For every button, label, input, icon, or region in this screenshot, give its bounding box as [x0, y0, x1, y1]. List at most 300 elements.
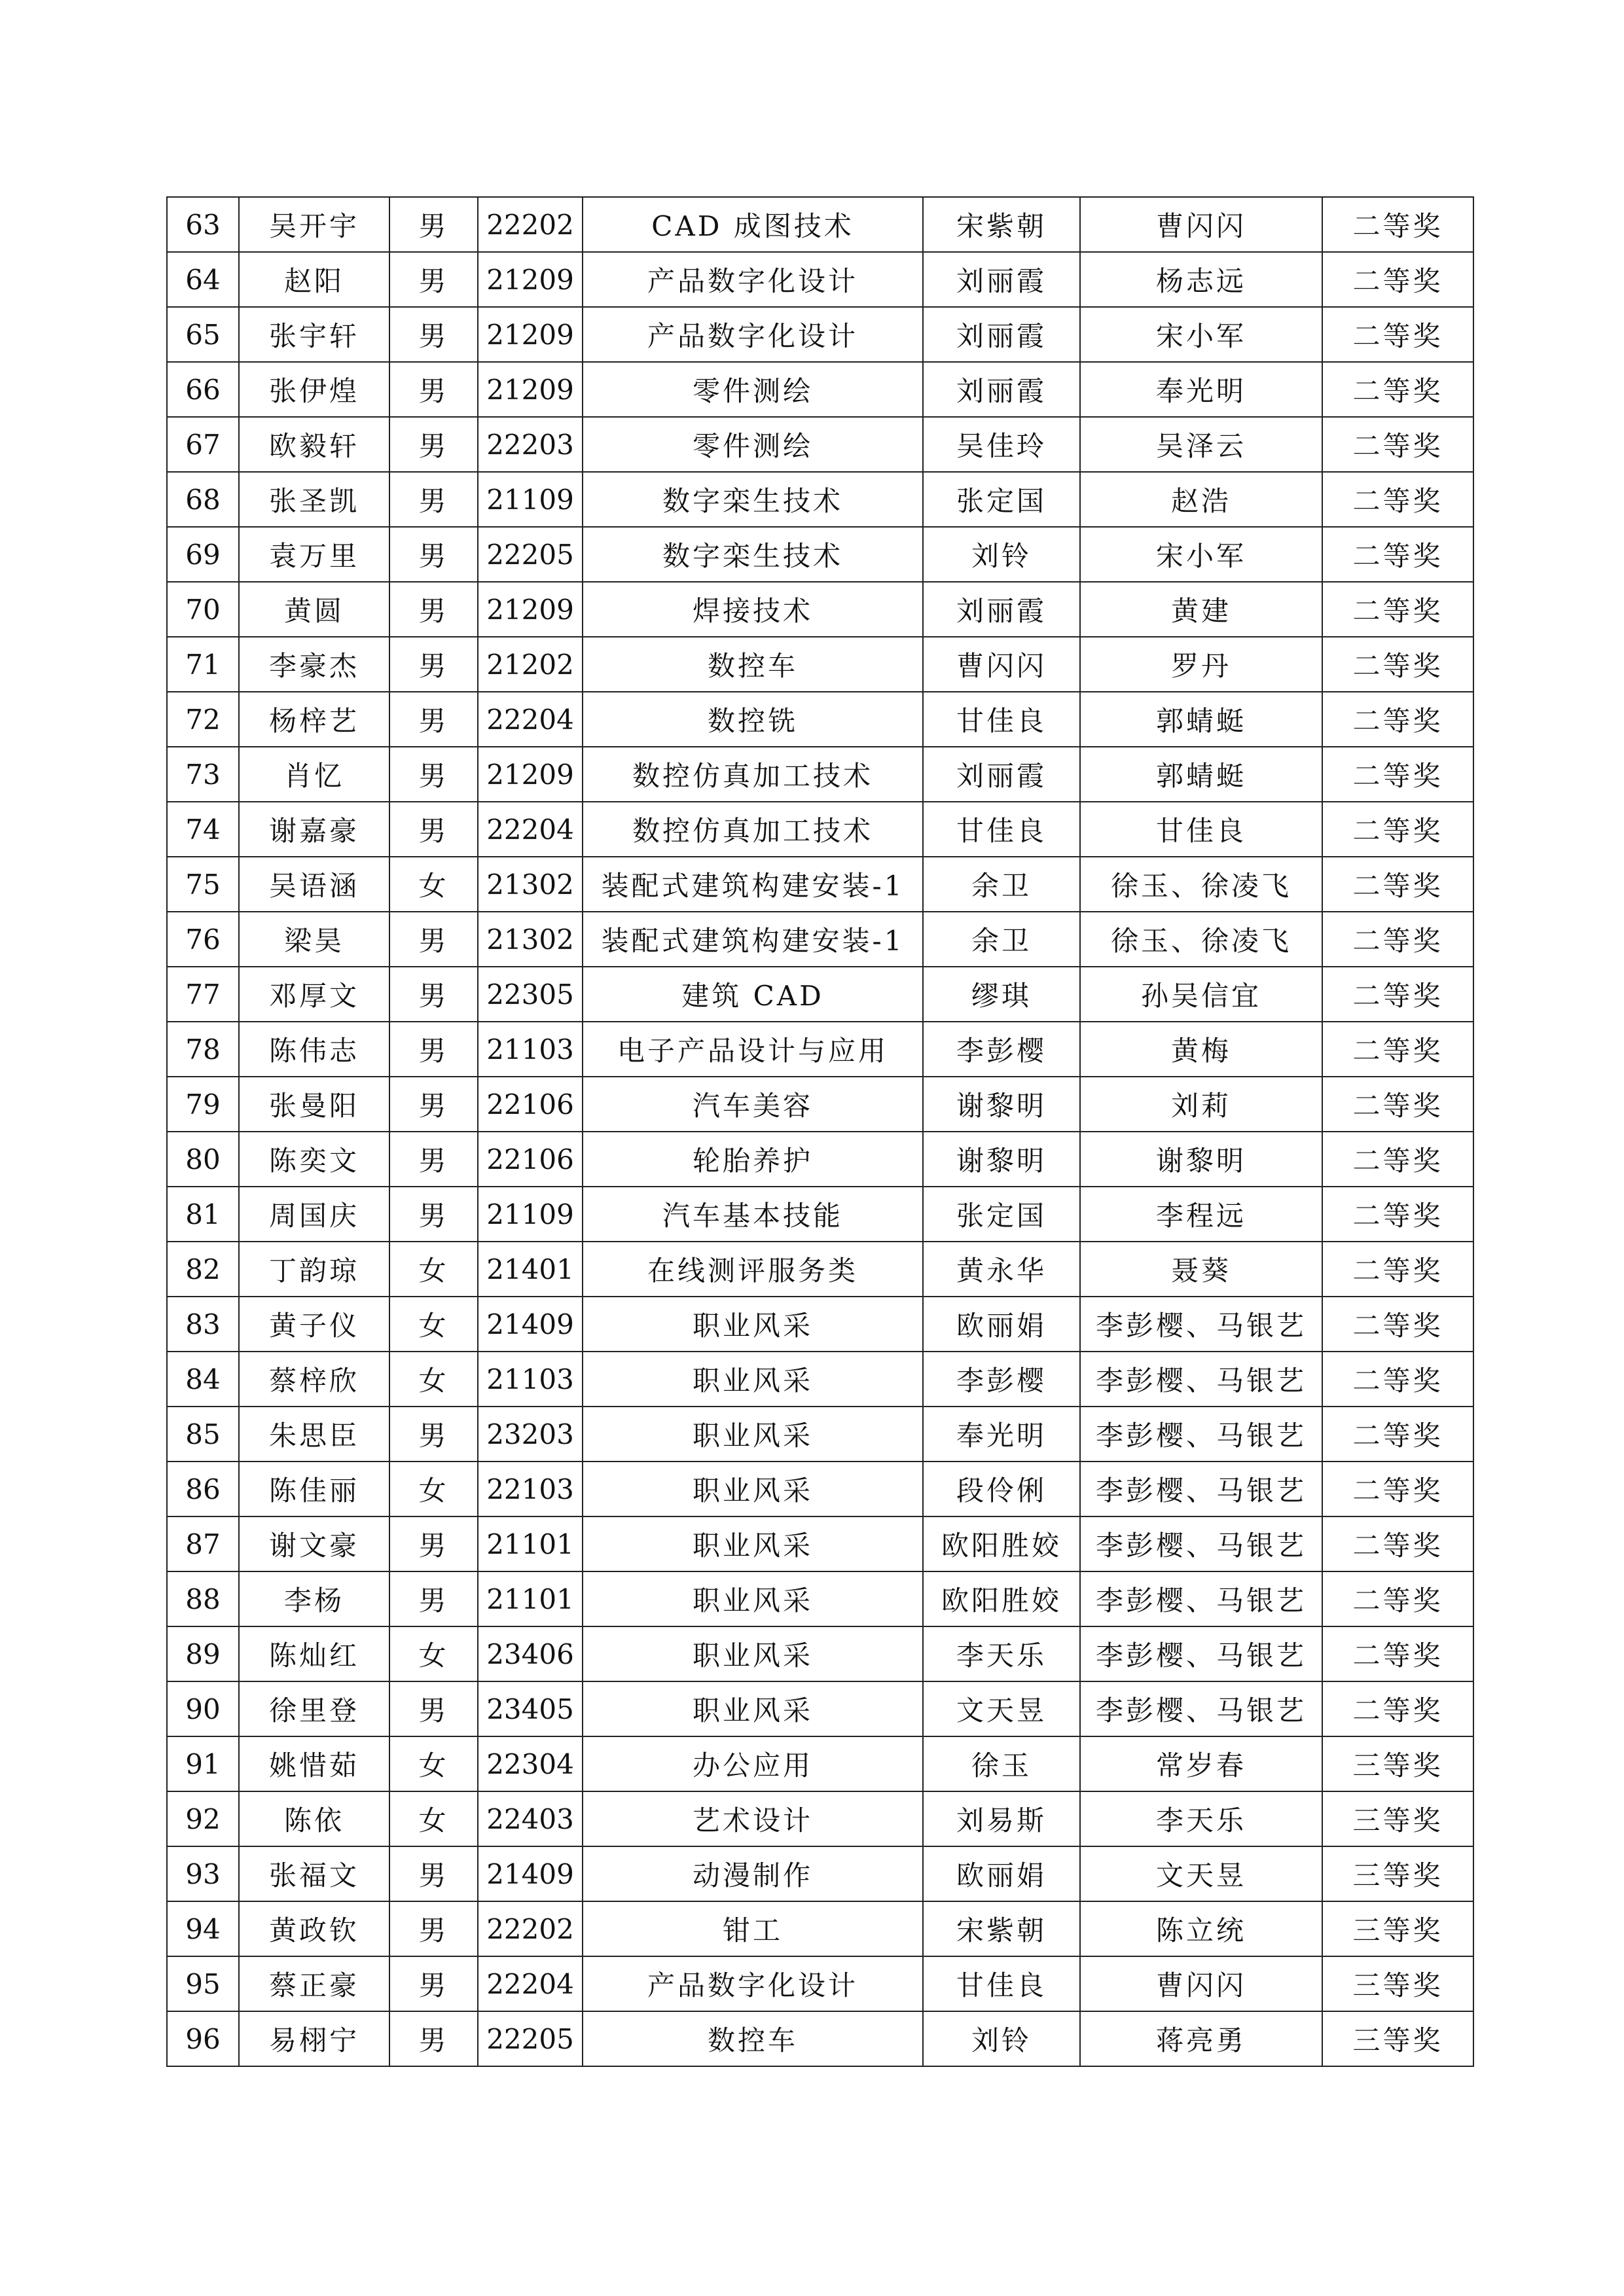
coach-cell: 宋小军	[1080, 307, 1322, 362]
coach-cell: 陈立统	[1080, 1901, 1322, 1956]
teacher-cell: 刘丽霞	[923, 362, 1080, 417]
row-number-cell: 88	[167, 1571, 239, 1626]
table-body	[167, 197, 1473, 2066]
row-number-cell: 66	[167, 362, 239, 417]
teacher-cell: 文天昱	[923, 1681, 1080, 1736]
student-name-cell: 陈奕文	[239, 1132, 389, 1187]
award-cell: 三等奖	[1322, 1736, 1473, 1791]
row-number-cell: 70	[167, 582, 239, 637]
student-name-cell: 谢嘉豪	[239, 802, 389, 857]
class-code-cell: 22106	[478, 1077, 583, 1132]
coach-cell: 李天乐	[1080, 1791, 1322, 1846]
student-name-cell: 陈灿红	[239, 1626, 389, 1681]
teacher-cell: 刘丽霞	[923, 747, 1080, 802]
teacher-cell: 段伶俐	[923, 1462, 1080, 1516]
table-row	[167, 1407, 1473, 1462]
row-number-cell: 78	[167, 1022, 239, 1077]
project-cell: 数控车	[583, 637, 923, 692]
teacher-cell: 刘丽霞	[923, 307, 1080, 362]
class-code-cell: 21401	[478, 1242, 583, 1297]
row-number-cell: 95	[167, 1956, 239, 2011]
award-cell: 二等奖	[1322, 967, 1473, 1022]
award-cell: 二等奖	[1322, 1352, 1473, 1407]
table-row	[167, 1352, 1473, 1407]
class-code-cell: 21101	[478, 1516, 583, 1571]
gender-cell: 女	[389, 1352, 478, 1407]
gender-cell: 女	[389, 1626, 478, 1681]
teacher-cell: 刘易斯	[923, 1791, 1080, 1846]
student-name-cell: 邓厚文	[239, 967, 389, 1022]
class-code-cell: 22204	[478, 802, 583, 857]
student-name-cell: 吴开宇	[239, 197, 389, 252]
row-number-cell: 74	[167, 802, 239, 857]
coach-cell: 李彭樱、马银艺	[1080, 1297, 1322, 1352]
class-code-cell: 22106	[478, 1132, 583, 1187]
coach-cell: 曹闪闪	[1080, 197, 1322, 252]
class-code-cell: 22403	[478, 1791, 583, 1846]
gender-cell: 男	[389, 417, 478, 472]
student-name-cell: 张曼阳	[239, 1077, 389, 1132]
coach-cell: 黄建	[1080, 582, 1322, 637]
coach-cell: 李彭樱、马银艺	[1080, 1352, 1322, 1407]
table-row	[167, 1516, 1473, 1571]
gender-cell: 男	[389, 307, 478, 362]
class-code-cell: 22204	[478, 692, 583, 747]
class-code-cell: 21109	[478, 472, 583, 527]
teacher-cell: 李彭樱	[923, 1022, 1080, 1077]
class-code-cell: 21103	[478, 1352, 583, 1407]
class-code-cell: 21209	[478, 307, 583, 362]
teacher-cell: 张定国	[923, 1187, 1080, 1242]
table-row	[167, 1956, 1473, 2011]
table-row	[167, 857, 1473, 912]
coach-cell: 李彭樱、马银艺	[1080, 1626, 1322, 1681]
teacher-cell: 谢黎明	[923, 1077, 1080, 1132]
row-number-cell: 86	[167, 1462, 239, 1516]
class-code-cell: 22202	[478, 197, 583, 252]
project-cell: 动漫制作	[583, 1846, 923, 1901]
table-row	[167, 1297, 1473, 1352]
row-number-cell: 67	[167, 417, 239, 472]
table-row	[167, 692, 1473, 747]
award-cell: 二等奖	[1322, 692, 1473, 747]
gender-cell: 男	[389, 1846, 478, 1901]
project-cell: 职业风采	[583, 1297, 923, 1352]
teacher-cell: 欧阳胜姣	[923, 1571, 1080, 1626]
coach-cell: 奉光明	[1080, 362, 1322, 417]
row-number-cell: 72	[167, 692, 239, 747]
project-cell: 装配式建筑构建安装-1	[583, 912, 923, 967]
student-name-cell: 陈佳丽	[239, 1462, 389, 1516]
gender-cell: 女	[389, 1297, 478, 1352]
row-number-cell: 81	[167, 1187, 239, 1242]
class-code-cell: 21209	[478, 582, 583, 637]
gender-cell: 女	[389, 857, 478, 912]
project-cell: 轮胎养护	[583, 1132, 923, 1187]
award-cell: 二等奖	[1322, 1626, 1473, 1681]
class-code-cell: 21202	[478, 637, 583, 692]
award-cell: 二等奖	[1322, 1516, 1473, 1571]
award-cell: 二等奖	[1322, 1462, 1473, 1516]
student-name-cell: 黄圆	[239, 582, 389, 637]
table-row	[167, 527, 1473, 582]
coach-cell: 蒋亮勇	[1080, 2011, 1322, 2066]
table-row	[167, 1681, 1473, 1736]
gender-cell: 男	[389, 252, 478, 307]
award-cell: 二等奖	[1322, 417, 1473, 472]
gender-cell: 女	[389, 1462, 478, 1516]
project-cell: 数控仿真加工技术	[583, 747, 923, 802]
coach-cell: 谢黎明	[1080, 1132, 1322, 1187]
project-cell: 职业风采	[583, 1571, 923, 1626]
row-number-cell: 93	[167, 1846, 239, 1901]
teacher-cell: 欧丽娟	[923, 1846, 1080, 1901]
project-cell: 零件测绘	[583, 417, 923, 472]
project-cell: 数字栾生技术	[583, 527, 923, 582]
project-cell: 零件测绘	[583, 362, 923, 417]
class-code-cell: 22305	[478, 967, 583, 1022]
row-number-cell: 71	[167, 637, 239, 692]
row-number-cell: 94	[167, 1901, 239, 1956]
award-cell: 二等奖	[1322, 527, 1473, 582]
award-cell: 二等奖	[1322, 252, 1473, 307]
gender-cell: 男	[389, 747, 478, 802]
row-number-cell: 82	[167, 1242, 239, 1297]
coach-cell: 李彭樱、马银艺	[1080, 1681, 1322, 1736]
award-cell: 二等奖	[1322, 1242, 1473, 1297]
gender-cell: 男	[389, 1901, 478, 1956]
row-number-cell: 92	[167, 1791, 239, 1846]
gender-cell: 男	[389, 967, 478, 1022]
class-code-cell: 21103	[478, 1022, 583, 1077]
coach-cell: 刘莉	[1080, 1077, 1322, 1132]
table-row	[167, 1626, 1473, 1681]
row-number-cell: 89	[167, 1626, 239, 1681]
project-cell: 在线测评服务类	[583, 1242, 923, 1297]
project-cell: 产品数字化设计	[583, 1956, 923, 2011]
row-number-cell: 79	[167, 1077, 239, 1132]
award-cell: 二等奖	[1322, 912, 1473, 967]
gender-cell: 男	[389, 1187, 478, 1242]
student-name-cell: 谢文豪	[239, 1516, 389, 1571]
project-cell: 装配式建筑构建安装-1	[583, 857, 923, 912]
row-number-cell: 85	[167, 1407, 239, 1462]
coach-cell: 李彭樱、马银艺	[1080, 1571, 1322, 1626]
row-number-cell: 68	[167, 472, 239, 527]
row-number-cell: 90	[167, 1681, 239, 1736]
table-row	[167, 252, 1473, 307]
row-number-cell: 65	[167, 307, 239, 362]
project-cell: 职业风采	[583, 1681, 923, 1736]
teacher-cell: 欧丽娟	[923, 1297, 1080, 1352]
coach-cell: 黄梅	[1080, 1022, 1322, 1077]
table-row	[167, 417, 1473, 472]
gender-cell: 男	[389, 1956, 478, 2011]
table-row	[167, 802, 1473, 857]
row-number-cell: 63	[167, 197, 239, 252]
gender-cell: 男	[389, 2011, 478, 2066]
project-cell: 职业风采	[583, 1516, 923, 1571]
award-cell: 二等奖	[1322, 1022, 1473, 1077]
gender-cell: 男	[389, 1516, 478, 1571]
gender-cell: 女	[389, 1736, 478, 1791]
teacher-cell: 缪琪	[923, 967, 1080, 1022]
row-number-cell: 96	[167, 2011, 239, 2066]
class-code-cell: 21302	[478, 857, 583, 912]
coach-cell: 李程远	[1080, 1187, 1322, 1242]
project-cell: 产品数字化设计	[583, 252, 923, 307]
class-code-cell: 21209	[478, 747, 583, 802]
student-name-cell: 易栩宁	[239, 2011, 389, 2066]
row-number-cell: 75	[167, 857, 239, 912]
project-cell: 数控车	[583, 2011, 923, 2066]
class-code-cell: 22204	[478, 1956, 583, 2011]
project-cell: 职业风采	[583, 1626, 923, 1681]
row-number-cell: 83	[167, 1297, 239, 1352]
student-name-cell: 李杨	[239, 1571, 389, 1626]
award-cell: 二等奖	[1322, 857, 1473, 912]
coach-cell: 吴泽云	[1080, 417, 1322, 472]
gender-cell: 女	[389, 1791, 478, 1846]
class-code-cell: 22304	[478, 1736, 583, 1791]
student-name-cell: 张圣凯	[239, 472, 389, 527]
row-number-cell: 91	[167, 1736, 239, 1791]
teacher-cell: 甘佳良	[923, 692, 1080, 747]
class-code-cell: 23203	[478, 1407, 583, 1462]
award-cell: 二等奖	[1322, 582, 1473, 637]
award-cell: 三等奖	[1322, 1791, 1473, 1846]
table-row	[167, 1791, 1473, 1846]
table-row	[167, 197, 1473, 252]
row-number-cell: 80	[167, 1132, 239, 1187]
row-number-cell: 73	[167, 747, 239, 802]
row-number-cell: 84	[167, 1352, 239, 1407]
award-cell: 三等奖	[1322, 1956, 1473, 2011]
student-name-cell: 周国庆	[239, 1187, 389, 1242]
award-cell: 二等奖	[1322, 1187, 1473, 1242]
award-cell: 二等奖	[1322, 637, 1473, 692]
gender-cell: 男	[389, 912, 478, 967]
gender-cell: 男	[389, 637, 478, 692]
award-cell: 二等奖	[1322, 802, 1473, 857]
student-name-cell: 陈伟志	[239, 1022, 389, 1077]
coach-cell: 杨志远	[1080, 252, 1322, 307]
teacher-cell: 吴佳玲	[923, 417, 1080, 472]
award-cell: 二等奖	[1322, 1571, 1473, 1626]
gender-cell: 男	[389, 1132, 478, 1187]
table-row	[167, 637, 1473, 692]
award-cell: 二等奖	[1322, 747, 1473, 802]
project-cell: 电子产品设计与应用	[583, 1022, 923, 1077]
award-table	[166, 196, 1474, 2067]
teacher-cell: 李天乐	[923, 1626, 1080, 1681]
class-code-cell: 22203	[478, 417, 583, 472]
class-code-cell: 21101	[478, 1571, 583, 1626]
coach-cell: 郭蜻蜓	[1080, 692, 1322, 747]
class-code-cell: 21409	[478, 1297, 583, 1352]
project-cell: 艺术设计	[583, 1791, 923, 1846]
table-row	[167, 362, 1473, 417]
coach-cell: 文天昱	[1080, 1846, 1322, 1901]
row-number-cell: 76	[167, 912, 239, 967]
student-name-cell: 肖忆	[239, 747, 389, 802]
project-cell: 数控仿真加工技术	[583, 802, 923, 857]
award-cell: 二等奖	[1322, 307, 1473, 362]
award-cell: 三等奖	[1322, 2011, 1473, 2066]
table-row	[167, 747, 1473, 802]
class-code-cell: 22202	[478, 1901, 583, 1956]
class-code-cell: 21409	[478, 1846, 583, 1901]
award-cell: 二等奖	[1322, 197, 1473, 252]
table-row	[167, 1462, 1473, 1516]
teacher-cell: 宋紫朝	[923, 197, 1080, 252]
class-code-cell: 21209	[478, 252, 583, 307]
row-number-cell: 87	[167, 1516, 239, 1571]
coach-cell: 徐玉、徐凌飞	[1080, 912, 1322, 967]
table-row	[167, 1901, 1473, 1956]
gender-cell: 男	[389, 582, 478, 637]
student-name-cell: 陈依	[239, 1791, 389, 1846]
project-cell: 数字栾生技术	[583, 472, 923, 527]
teacher-cell: 张定国	[923, 472, 1080, 527]
award-cell: 二等奖	[1322, 1077, 1473, 1132]
student-name-cell: 蔡梓欣	[239, 1352, 389, 1407]
class-code-cell: 23405	[478, 1681, 583, 1736]
student-name-cell: 李豪杰	[239, 637, 389, 692]
gender-cell: 男	[389, 1077, 478, 1132]
coach-cell: 罗丹	[1080, 637, 1322, 692]
row-number-cell: 77	[167, 967, 239, 1022]
project-cell: 职业风采	[583, 1352, 923, 1407]
project-cell: 办公应用	[583, 1736, 923, 1791]
gender-cell: 男	[389, 1681, 478, 1736]
coach-cell: 赵浩	[1080, 472, 1322, 527]
coach-cell: 常岁春	[1080, 1736, 1322, 1791]
student-name-cell: 姚惜茹	[239, 1736, 389, 1791]
table-row	[167, 1077, 1473, 1132]
award-cell: 二等奖	[1322, 472, 1473, 527]
gender-cell: 男	[389, 362, 478, 417]
teacher-cell: 欧阳胜姣	[923, 1516, 1080, 1571]
student-name-cell: 张伊煌	[239, 362, 389, 417]
teacher-cell: 刘丽霞	[923, 252, 1080, 307]
student-name-cell: 袁万里	[239, 527, 389, 582]
table-row	[167, 2011, 1473, 2066]
coach-cell: 甘佳良	[1080, 802, 1322, 857]
student-name-cell: 蔡正豪	[239, 1956, 389, 2011]
table-row	[167, 1846, 1473, 1901]
student-name-cell: 杨梓艺	[239, 692, 389, 747]
student-name-cell: 黄政钦	[239, 1901, 389, 1956]
project-cell: 建筑 CAD	[583, 967, 923, 1022]
coach-cell: 李彭樱、马银艺	[1080, 1516, 1322, 1571]
coach-cell: 郭蜻蜓	[1080, 747, 1322, 802]
project-cell: CAD 成图技术	[583, 197, 923, 252]
table-row	[167, 1187, 1473, 1242]
row-number-cell: 64	[167, 252, 239, 307]
coach-cell: 孙吴信宜	[1080, 967, 1322, 1022]
teacher-cell: 奉光明	[923, 1407, 1080, 1462]
teacher-cell: 刘铃	[923, 527, 1080, 582]
project-cell: 职业风采	[583, 1407, 923, 1462]
project-cell: 钳工	[583, 1901, 923, 1956]
project-cell: 汽车基本技能	[583, 1187, 923, 1242]
class-code-cell: 22205	[478, 2011, 583, 2066]
gender-cell: 男	[389, 527, 478, 582]
gender-cell: 男	[389, 802, 478, 857]
table-row	[167, 307, 1473, 362]
coach-cell: 李彭樱、马银艺	[1080, 1462, 1322, 1516]
coach-cell: 聂葵	[1080, 1242, 1322, 1297]
coach-cell: 李彭樱、马银艺	[1080, 1407, 1322, 1462]
table-row	[167, 1736, 1473, 1791]
award-cell: 三等奖	[1322, 1846, 1473, 1901]
coach-cell: 宋小军	[1080, 527, 1322, 582]
teacher-cell: 宋紫朝	[923, 1901, 1080, 1956]
award-cell: 三等奖	[1322, 1901, 1473, 1956]
award-cell: 二等奖	[1322, 362, 1473, 417]
project-cell: 职业风采	[583, 1462, 923, 1516]
table-row	[167, 1242, 1473, 1297]
coach-cell: 徐玉、徐凌飞	[1080, 857, 1322, 912]
table-row	[167, 1132, 1473, 1187]
gender-cell: 男	[389, 692, 478, 747]
teacher-cell: 黄永华	[923, 1242, 1080, 1297]
teacher-cell: 余卫	[923, 912, 1080, 967]
gender-cell: 男	[389, 1407, 478, 1462]
award-cell: 二等奖	[1322, 1407, 1473, 1462]
student-name-cell: 梁昊	[239, 912, 389, 967]
project-cell: 产品数字化设计	[583, 307, 923, 362]
table-row	[167, 967, 1473, 1022]
class-code-cell: 21109	[478, 1187, 583, 1242]
gender-cell: 女	[389, 1242, 478, 1297]
student-name-cell: 赵阳	[239, 252, 389, 307]
row-number-cell: 69	[167, 527, 239, 582]
student-name-cell: 张福文	[239, 1846, 389, 1901]
student-name-cell: 吴语涵	[239, 857, 389, 912]
student-name-cell: 黄子仪	[239, 1297, 389, 1352]
class-code-cell: 22103	[478, 1462, 583, 1516]
student-name-cell: 欧毅轩	[239, 417, 389, 472]
gender-cell: 男	[389, 1022, 478, 1077]
table-row	[167, 472, 1473, 527]
table-row	[167, 582, 1473, 637]
teacher-cell: 甘佳良	[923, 802, 1080, 857]
teacher-cell: 谢黎明	[923, 1132, 1080, 1187]
class-code-cell: 22205	[478, 527, 583, 582]
student-name-cell: 张宇轩	[239, 307, 389, 362]
gender-cell: 男	[389, 1571, 478, 1626]
class-code-cell: 21302	[478, 912, 583, 967]
teacher-cell: 徐玉	[923, 1736, 1080, 1791]
gender-cell: 男	[389, 472, 478, 527]
teacher-cell: 余卫	[923, 857, 1080, 912]
teacher-cell: 李彭樱	[923, 1352, 1080, 1407]
table-row	[167, 1022, 1473, 1077]
table-row	[167, 912, 1473, 967]
class-code-cell: 21209	[478, 362, 583, 417]
class-code-cell: 23406	[478, 1626, 583, 1681]
table-row	[167, 1571, 1473, 1626]
student-name-cell: 丁韵琼	[239, 1242, 389, 1297]
coach-cell: 曹闪闪	[1080, 1956, 1322, 2011]
award-cell: 二等奖	[1322, 1297, 1473, 1352]
award-cell: 二等奖	[1322, 1681, 1473, 1736]
teacher-cell: 刘铃	[923, 2011, 1080, 2066]
gender-cell: 男	[389, 197, 478, 252]
project-cell: 焊接技术	[583, 582, 923, 637]
